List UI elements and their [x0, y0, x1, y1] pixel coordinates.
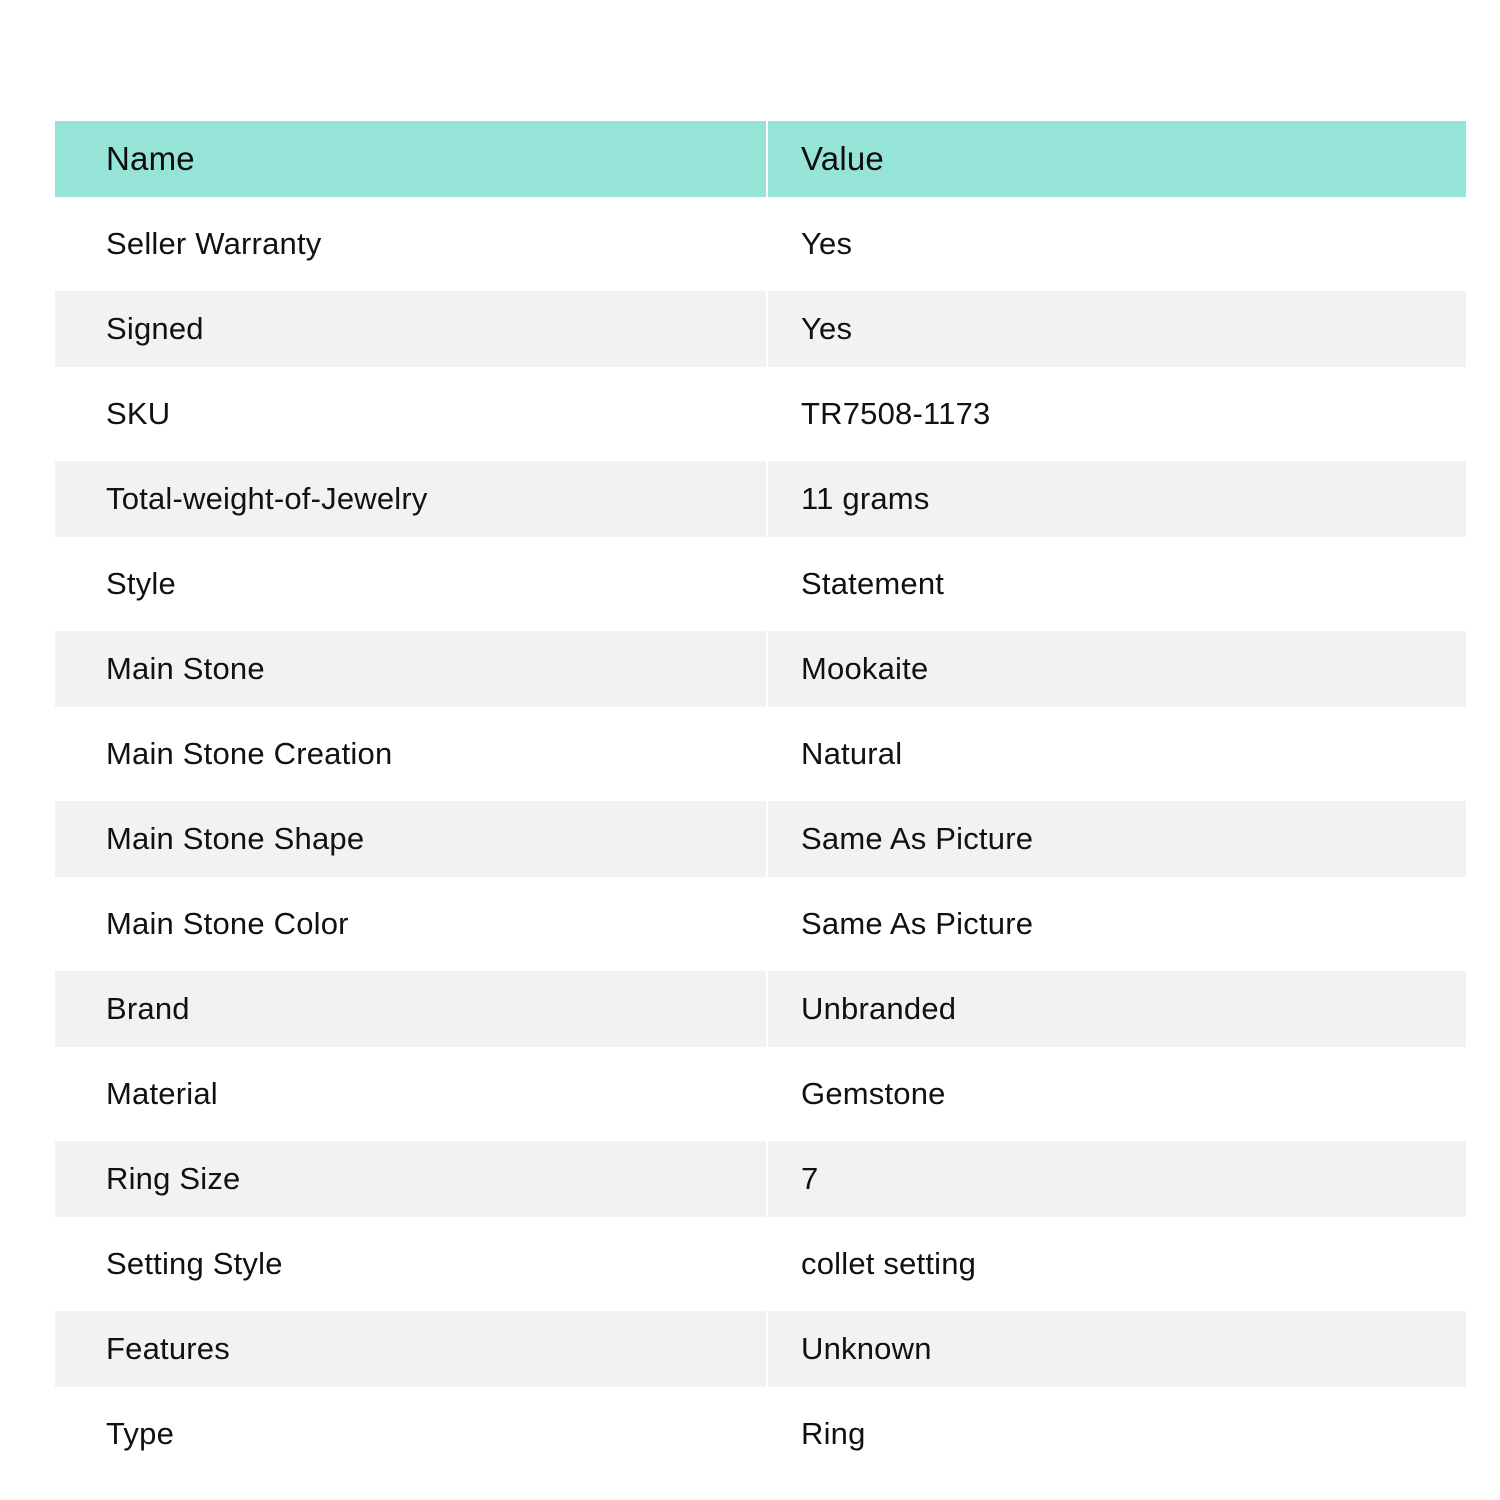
table-row [55, 877, 1466, 971]
table-row [55, 1217, 1466, 1311]
row-value-cell: Gemstone [766, 1047, 1466, 1141]
row-value-cell: TR7508-1173 [766, 367, 1466, 461]
table-row [55, 1311, 1466, 1387]
row-name-cell: SKU [106, 396, 171, 431]
table-row [55, 197, 1466, 291]
row-value-cell: Unbranded [766, 971, 1466, 1047]
row-value-cell: collet setting [766, 1217, 1466, 1311]
row-value-cell: Statement [766, 537, 1466, 631]
table-header-row [55, 121, 1466, 197]
row-value-cell: Same As Picture [766, 801, 1466, 877]
row-value-cell: Natural [766, 707, 1466, 801]
row-name-cell: Ring Size [106, 1161, 241, 1196]
row-value-cell: Yes [766, 291, 1466, 367]
table-row [55, 707, 1466, 801]
row-name-cell: Seller Warranty [106, 226, 322, 261]
table-row [55, 461, 1466, 537]
row-name-cell: Type [106, 1416, 175, 1451]
row-name-cell: Features [106, 1331, 230, 1366]
row-value-cell: 11 grams [766, 461, 1466, 537]
column-header-value: Value [766, 121, 1466, 197]
row-name-cell: Brand [106, 991, 190, 1026]
table-row [55, 971, 1466, 1047]
table-row [55, 801, 1466, 877]
table-row [55, 1141, 1466, 1217]
row-value-cell: Yes [766, 197, 1466, 291]
row-name-cell: Main Stone Shape [106, 821, 365, 856]
table-row [55, 367, 1466, 461]
table-row [55, 291, 1466, 367]
row-name-cell: Main Stone Creation [106, 736, 393, 771]
row-name-cell: Main Stone [106, 651, 265, 686]
column-header-name: Name [106, 140, 195, 177]
table-row [55, 1047, 1466, 1141]
table-row [55, 1387, 1466, 1481]
row-value-cell: Same As Picture [766, 877, 1466, 971]
row-name-cell: Style [106, 566, 176, 601]
row-name-cell: Signed [106, 311, 204, 346]
row-value-cell: Unknown [766, 1311, 1466, 1387]
table-row [55, 631, 1466, 707]
row-name-cell: Setting Style [106, 1246, 283, 1281]
row-name-cell: Material [106, 1076, 218, 1111]
row-value-cell: Mookaite [766, 631, 1466, 707]
item-specifics-table [55, 121, 1466, 1481]
row-value-cell: Ring [766, 1387, 1466, 1481]
row-value-cell: 7 [766, 1141, 1466, 1217]
table-row [55, 537, 1466, 631]
row-name-cell: Total-weight-of-Jewelry [106, 481, 428, 516]
row-name-cell: Main Stone Color [106, 906, 349, 941]
